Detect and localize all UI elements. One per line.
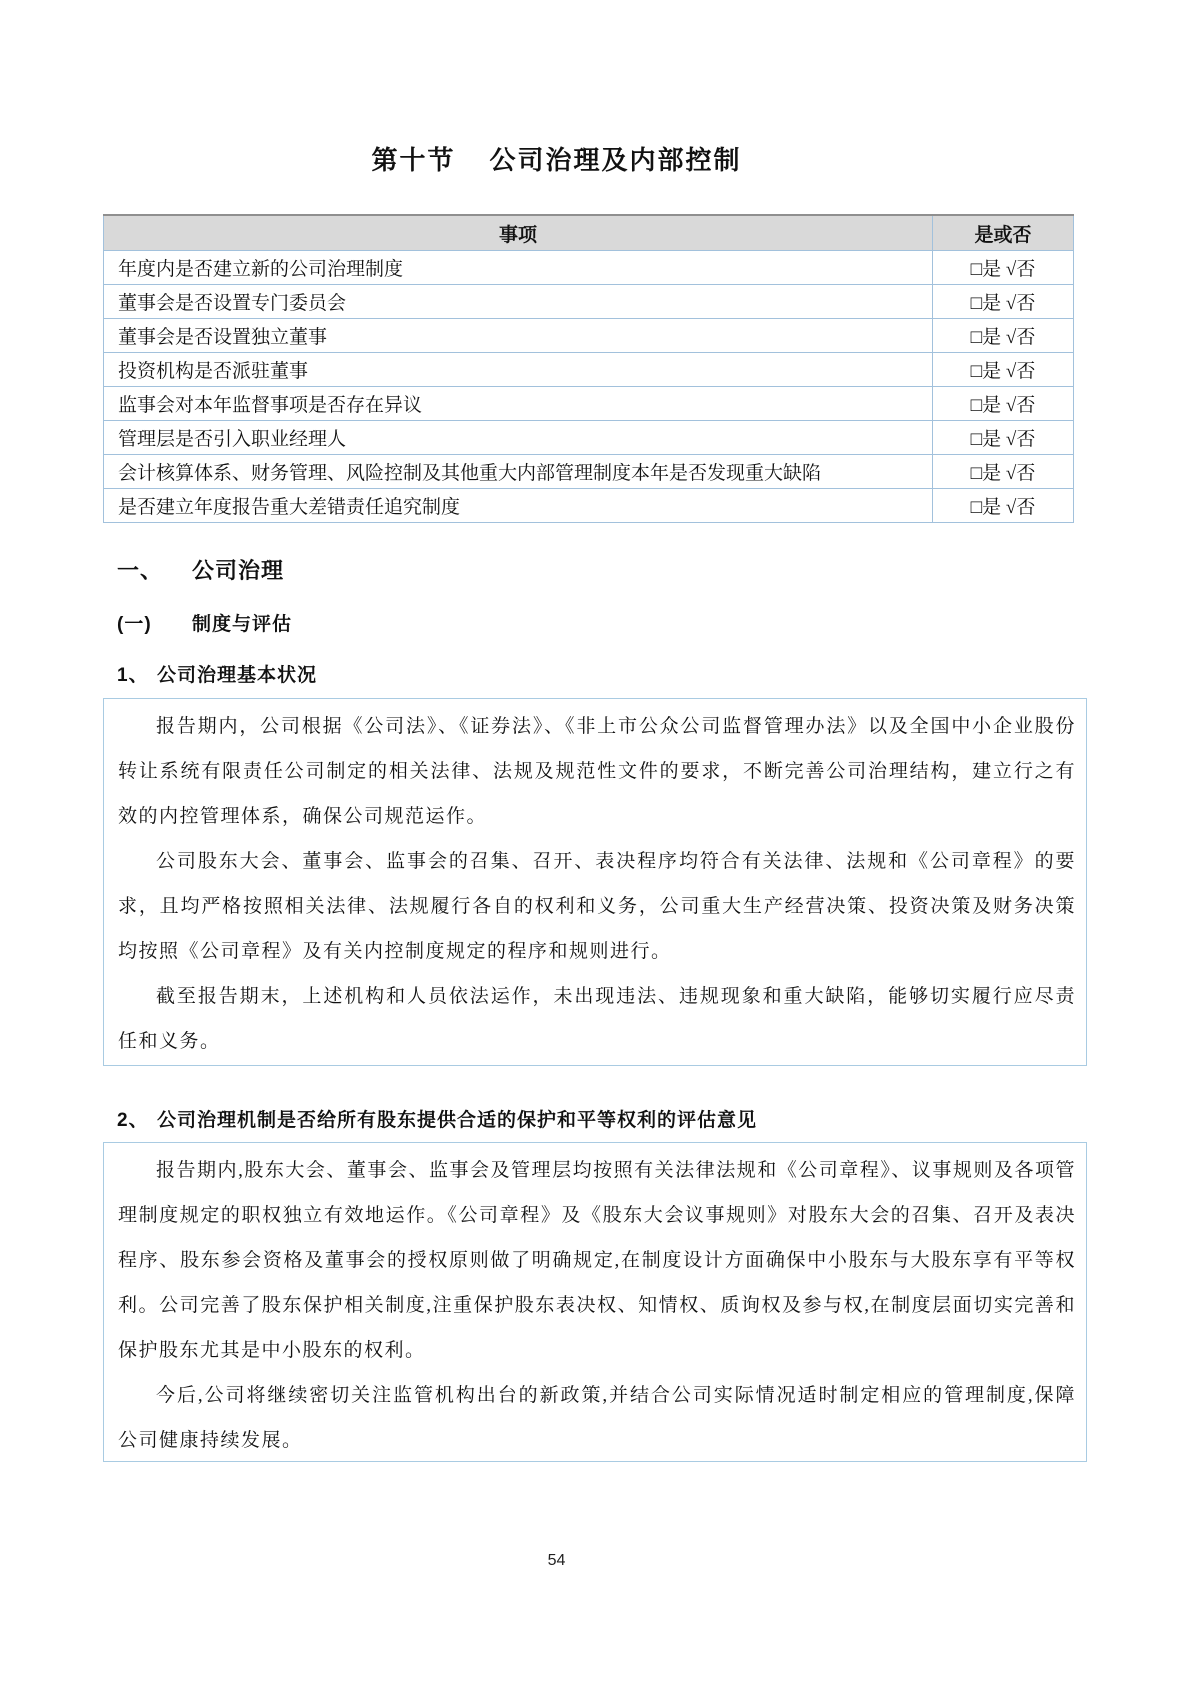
column-header-item: 事项 xyxy=(104,215,933,251)
heading-text: 公司治理 xyxy=(192,558,285,583)
table-row xyxy=(104,455,1074,489)
paragraph: 今后,公司将继续密切关注监管机构出台的新政策,并结合公司实际情况适时制定相应的管理制度,保障公司健康持续发展。 xyxy=(118,1385,1076,1451)
answer-cell: □是 √否 xyxy=(933,421,1074,455)
heading-number: 一、 xyxy=(117,558,164,583)
item-cell: 董事会是否设置专门委员会 xyxy=(104,285,933,319)
paragraph: 公司股东大会、董事会、监事会的召集、召开、表决程序均符合有关法律、法规和《公司章程》的要求，且均严格按照相关法律、法规履行各自的权利和义务，公司重大生产经营决策、投资决策及财务决策均按照《公司章程》及有关内控制度规定的程序和规则进行。 xyxy=(118,851,1076,962)
section-number: 第十节 xyxy=(371,145,456,175)
paragraph: 报告期内，公司根据《公司法》、《证券法》、《非上市公众公司监督管理办法》以及全国中小企业股份转让系统有限责任公司制定的相关法律、法规及规范性文件的要求，不断完善公司治理结构，建立行之有效的内控管理体系，确保公司规范运作。 xyxy=(118,716,1076,827)
paragraph: 截至报告期末，上述机构和人员依法运作，未出现违法、违规现象和重大缺陷，能够切实履行应尽责任和义务。 xyxy=(118,986,1076,1052)
heading-text: 公司治理机制是否给所有股东提供合适的保护和平等权利的评估意见 xyxy=(157,1110,758,1131)
heading-text: 制度与评估 xyxy=(192,614,293,635)
answer-cell: □是 √否 xyxy=(933,455,1074,489)
shareholder-evaluation-box xyxy=(103,1142,1087,1462)
item-cell: 投资机构是否派驻董事 xyxy=(104,353,933,387)
table-row xyxy=(104,421,1074,455)
item-cell: 管理层是否引入职业经理人 xyxy=(104,421,933,455)
table-row xyxy=(104,489,1074,523)
item-cell: 会计核算体系、财务管理、风险控制及其他重大内部管理制度本年是否发现重大缺陷 xyxy=(104,455,933,489)
table-row xyxy=(104,251,1074,285)
item-cell: 监事会对本年监督事项是否存在异议 xyxy=(104,387,933,421)
paragraph: 报告期内,股东大会、董事会、监事会及管理层均按照有关法律法规和《公司章程》、议事规则及各项管理制度规定的职权独立有效地运作。《公司章程》及《股东大会议事规则》对股东大会的召集、召开及表决程序、股东参会资格及董事会的授权原则做了明确规定,在制度设计方面确保中小股东与大股东享有平等权利。公司完善了股东保护相关制度,注重保护股东表决权、知情权、质询权及参与权,在制度层面切实完善和保护股东尤其是中小股东的权利。 xyxy=(118,1160,1076,1361)
heading-governance xyxy=(117,554,284,585)
governance-status-box xyxy=(103,698,1087,1066)
answer-cell: □是 √否 xyxy=(933,319,1074,353)
page-number: 54 xyxy=(547,1552,566,1569)
heading-system-and-evaluation xyxy=(117,609,292,636)
answer-cell: □是 √否 xyxy=(933,251,1074,285)
heading-number: (一) xyxy=(117,614,152,635)
section-title-text: 公司治理及内部控制 xyxy=(489,145,742,175)
page-title xyxy=(103,140,1010,177)
table-row xyxy=(104,353,1074,387)
answer-cell: □是 √否 xyxy=(933,489,1074,523)
answer-cell: □是 √否 xyxy=(933,387,1074,421)
heading-text: 公司治理基本状况 xyxy=(157,665,318,686)
item-cell: 是否建立年度报告重大差错责任追究制度 xyxy=(104,489,933,523)
item-cell: 年度内是否建立新的公司治理制度 xyxy=(104,251,933,285)
column-header-answer: 是或否 xyxy=(933,215,1074,251)
governance-checklist-table xyxy=(103,214,1074,523)
item-cell: 董事会是否设置独立董事 xyxy=(104,319,933,353)
heading-number: 2、 xyxy=(117,1110,149,1131)
table-row xyxy=(104,387,1074,421)
answer-cell: □是 √否 xyxy=(933,353,1074,387)
heading-number: 1、 xyxy=(117,665,149,686)
answer-cell: □是 √否 xyxy=(933,285,1074,319)
table-row xyxy=(104,319,1074,353)
table-header-row xyxy=(104,215,1074,251)
heading-shareholder-protection-evaluation xyxy=(117,1105,757,1132)
heading-basic-status xyxy=(117,660,317,687)
table-row xyxy=(104,285,1074,319)
